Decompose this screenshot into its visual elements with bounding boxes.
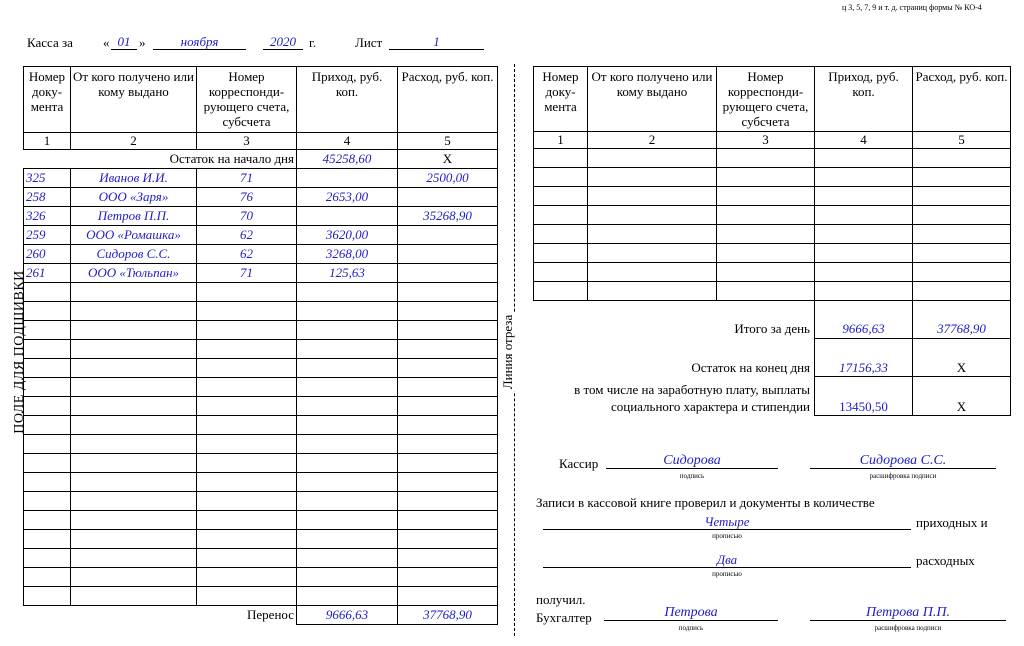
empty-row (534, 244, 1011, 263)
col-num: 3 (197, 133, 297, 150)
total-hline (814, 415, 1010, 416)
cashier-name: Сидорова С.С. (810, 454, 996, 469)
empty-cell (71, 435, 197, 454)
total-hline (814, 338, 1010, 339)
empty-row (24, 359, 498, 378)
empty-cell (398, 359, 498, 378)
incl-expense: X (956, 399, 967, 414)
empty-cell (815, 149, 913, 168)
empty-cell (398, 511, 498, 530)
form-reference: ц 3, 5, 7, 9 и т. д. страниц формы № КО-4 (842, 3, 982, 12)
doc-number-cell: 258 (24, 188, 71, 207)
sign-caption: подпись (678, 624, 704, 632)
empty-cell (717, 282, 815, 301)
empty-cell (398, 568, 498, 587)
empty-cell (815, 282, 913, 301)
table-row (24, 207, 498, 226)
col-doc-number: Номер доку-мента (24, 67, 71, 133)
accountant-name: Петрова П.П. (810, 606, 1006, 621)
col-num: 4 (297, 133, 398, 150)
empty-cell (534, 225, 588, 244)
empty-row (24, 568, 498, 587)
cut-line-label: Линия отреза (500, 314, 515, 390)
empty-cell (588, 244, 717, 263)
outgoing-count: Два (543, 553, 911, 568)
account-cell: 70 (197, 207, 297, 226)
outgoing-label: расходных (916, 553, 975, 568)
empty-row (24, 435, 498, 454)
empty-cell (815, 168, 913, 187)
empty-cell (588, 225, 717, 244)
empty-cell (913, 244, 1011, 263)
col-num: 5 (398, 133, 498, 150)
empty-cell (588, 149, 717, 168)
empty-cell (398, 587, 498, 606)
empty-cell (197, 530, 297, 549)
col-num: 2 (588, 132, 717, 149)
empty-cell (24, 530, 71, 549)
expense-cell (398, 264, 498, 283)
empty-cell (398, 321, 498, 340)
empty-cell (24, 473, 71, 492)
total-label: Итого за день (734, 321, 810, 336)
empty-cell (71, 302, 197, 321)
year-suffix: г. (309, 35, 317, 50)
table-row (24, 188, 498, 207)
col-num: 3 (717, 132, 815, 149)
empty-row (24, 492, 498, 511)
empty-row (24, 283, 498, 302)
empty-cell (71, 397, 197, 416)
empty-cell (24, 397, 71, 416)
empty-cell (398, 454, 498, 473)
empty-cell (297, 530, 398, 549)
from-to-cell: Сидоров С.С. (71, 245, 197, 264)
empty-cell (24, 549, 71, 568)
header-row (24, 67, 498, 133)
expense-cell: 35268,90 (398, 207, 498, 226)
total-expense: 37768,90 (937, 321, 986, 336)
words-caption: прописью (712, 532, 742, 540)
empty-cell (297, 492, 398, 511)
empty-cell (197, 340, 297, 359)
account-cell: 71 (197, 264, 297, 283)
empty-cell (24, 302, 71, 321)
empty-cell (24, 511, 71, 530)
empty-cell (24, 416, 71, 435)
closing-expense: X (956, 360, 967, 375)
empty-cell (24, 378, 71, 397)
empty-cell (297, 454, 398, 473)
empty-cell (398, 549, 498, 568)
total-income: 9666,63 (842, 321, 885, 336)
empty-row (24, 416, 498, 435)
empty-cell (24, 359, 71, 378)
empty-row (24, 473, 498, 492)
empty-cell (71, 587, 197, 606)
empty-cell (815, 206, 913, 225)
empty-row (534, 225, 1011, 244)
col-num: 4 (815, 132, 913, 149)
empty-cell (71, 492, 197, 511)
income-cell: 3268,00 (297, 245, 398, 264)
doc-number-cell: 326 (24, 207, 71, 226)
col-income: Приход, руб. коп. (297, 67, 398, 133)
income-cell: 3620,00 (297, 226, 398, 245)
empty-cell (534, 149, 588, 168)
empty-cell (913, 168, 1011, 187)
empty-cell (24, 283, 71, 302)
col-num: 1 (534, 132, 588, 149)
empty-cell (197, 473, 297, 492)
empty-cell (297, 340, 398, 359)
income-cell: 2653,00 (297, 188, 398, 207)
expense-cell (398, 188, 498, 207)
col-doc-number: Номер доку-мента (534, 67, 588, 132)
cashier-signature: Сидорова (606, 454, 778, 469)
doc-number-cell: 261 (24, 264, 71, 283)
empty-cell (71, 473, 197, 492)
empty-cell (588, 168, 717, 187)
empty-cell (534, 263, 588, 282)
empty-cell (815, 244, 913, 263)
empty-cell (534, 244, 588, 263)
from-to-cell: ООО «Заря» (71, 188, 197, 207)
sheet-label: Лист (355, 35, 383, 50)
empty-cell (913, 263, 1011, 282)
empty-cell (297, 359, 398, 378)
empty-cell (297, 321, 398, 340)
decode-caption: расшифровка подписи (869, 472, 937, 480)
col-account: Номер корреспонди-рующего счета, субсчета (717, 67, 815, 132)
table-row (24, 226, 498, 245)
doc-number-cell: 325 (24, 169, 71, 188)
incl-label-line-2: социального характера и стипендии (610, 399, 810, 414)
right-cash-table (533, 66, 1011, 301)
from-to-cell: Петров П.П. (71, 207, 197, 226)
incl-label-line-1: в том числе на заработную плату, выплаты (574, 382, 810, 397)
empty-cell (398, 530, 498, 549)
empty-cell (297, 397, 398, 416)
opening-income: 45258,60 (297, 150, 398, 169)
empty-cell (71, 378, 197, 397)
expense-cell (398, 245, 498, 264)
income-cell (297, 207, 398, 226)
empty-row (24, 587, 498, 606)
incl-income: 13450,50 (839, 399, 888, 414)
empty-row (24, 454, 498, 473)
empty-row (24, 378, 498, 397)
opening-balance-label: Остаток на начало дня (24, 150, 297, 169)
empty-cell (197, 321, 297, 340)
empty-cell (24, 454, 71, 473)
empty-row (534, 187, 1011, 206)
col-num: 2 (71, 133, 197, 150)
cashier-label: Кассир (559, 456, 599, 471)
empty-cell (534, 206, 588, 225)
empty-cell (913, 225, 1011, 244)
incoming-label: приходных и (916, 515, 988, 530)
empty-cell (197, 454, 297, 473)
empty-cell (71, 511, 197, 530)
total-hline (814, 376, 1010, 377)
empty-cell (398, 435, 498, 454)
empty-cell (24, 435, 71, 454)
empty-row (24, 340, 498, 359)
col-from-to: От кого получено или кому выдано (588, 67, 717, 132)
empty-cell (197, 378, 297, 397)
quote-open: « (103, 35, 110, 50)
empty-cell (815, 225, 913, 244)
empty-cell (197, 359, 297, 378)
empty-cell (588, 206, 717, 225)
empty-cell (24, 587, 71, 606)
empty-row (534, 282, 1011, 301)
empty-cell (717, 168, 815, 187)
from-to-cell: ООО «Ромашка» (71, 226, 197, 245)
empty-cell (197, 568, 297, 587)
empty-cell (197, 492, 297, 511)
expense-cell: 2500,00 (398, 169, 498, 188)
year-field: 2020 (263, 35, 303, 50)
empty-cell (197, 397, 297, 416)
empty-row (24, 549, 498, 568)
empty-row (534, 263, 1011, 282)
income-cell (297, 169, 398, 188)
col-from-to: От кого получено или кому выдано (71, 67, 197, 133)
account-cell: 76 (197, 188, 297, 207)
empty-cell (398, 378, 498, 397)
col-num: 1 (24, 133, 71, 150)
empty-cell (197, 511, 297, 530)
empty-cell (297, 302, 398, 321)
empty-cell (297, 511, 398, 530)
empty-cell (588, 263, 717, 282)
empty-cell (398, 340, 498, 359)
empty-row (24, 511, 498, 530)
sheet-number: 1 (389, 35, 484, 50)
empty-cell (197, 416, 297, 435)
empty-cell (913, 187, 1011, 206)
empty-cell (71, 568, 197, 587)
col-expense: Расход, руб. коп. (913, 67, 1011, 132)
doc-number-cell: 260 (24, 245, 71, 264)
empty-cell (398, 492, 498, 511)
account-cell: 62 (197, 226, 297, 245)
empty-row (24, 302, 498, 321)
header-row (534, 67, 1011, 132)
binding-field-label: ПОЛЕ ДЛЯ ПОДШИВКИ (12, 270, 27, 434)
empty-cell (297, 549, 398, 568)
words-caption: прописью (712, 570, 742, 578)
empty-cell (71, 454, 197, 473)
column-number-row (534, 132, 1011, 149)
empty-cell (534, 187, 588, 206)
empty-cell (815, 187, 913, 206)
empty-cell (534, 282, 588, 301)
empty-cell (24, 321, 71, 340)
decode-caption: расшифровка подписи (874, 624, 942, 632)
empty-row (534, 168, 1011, 187)
closing-label: Остаток на конец дня (691, 360, 810, 375)
empty-cell (534, 168, 588, 187)
empty-cell (717, 263, 815, 282)
check-text: Записи в кассовой книге проверил и документы в количестве (536, 495, 875, 510)
carry-expense: 37768,90 (398, 606, 498, 625)
empty-cell (398, 302, 498, 321)
empty-cell (913, 206, 1011, 225)
empty-cell (913, 282, 1011, 301)
income-cell: 125,63 (297, 264, 398, 283)
empty-cell (297, 435, 398, 454)
carry-income: 9666,63 (297, 606, 398, 625)
empty-cell (24, 340, 71, 359)
empty-cell (297, 587, 398, 606)
empty-cell (71, 416, 197, 435)
carry-row (24, 606, 498, 625)
accountant-label: Бухгалтер (536, 610, 592, 625)
opening-expense: X (398, 150, 498, 169)
empty-cell (913, 149, 1011, 168)
empty-cell (297, 416, 398, 435)
empty-cell (71, 321, 197, 340)
empty-cell (717, 206, 815, 225)
empty-cell (197, 435, 297, 454)
empty-row (534, 149, 1011, 168)
from-to-cell: Иванов И.И. (71, 169, 197, 188)
account-cell: 71 (197, 169, 297, 188)
empty-cell (398, 397, 498, 416)
account-cell: 62 (197, 245, 297, 264)
quote-close: » (139, 35, 146, 50)
column-number-row (24, 133, 498, 150)
empty-cell (815, 263, 913, 282)
empty-row (24, 321, 498, 340)
col-expense: Расход, руб. коп. (398, 67, 498, 133)
empty-cell (71, 549, 197, 568)
empty-cell (398, 416, 498, 435)
empty-row (24, 530, 498, 549)
empty-cell (297, 283, 398, 302)
table-row (24, 264, 498, 283)
col-account: Номер корреспонди-рующего счета, субсчета (197, 67, 297, 133)
empty-row (534, 206, 1011, 225)
empty-cell (717, 187, 815, 206)
empty-cell (398, 283, 498, 302)
incoming-count: Четыре (543, 515, 911, 530)
empty-cell (297, 568, 398, 587)
table-row (24, 169, 498, 188)
sign-caption: подпись (679, 472, 705, 480)
empty-row (24, 397, 498, 416)
left-cash-table (23, 66, 498, 625)
received-label: получил. (536, 592, 586, 607)
empty-cell (24, 568, 71, 587)
day-field: 01 (111, 35, 137, 50)
empty-cell (197, 587, 297, 606)
table-row (24, 245, 498, 264)
from-to-cell: ООО «Тюльпан» (71, 264, 197, 283)
doc-number-cell: 259 (24, 226, 71, 245)
col-income: Приход, руб. коп. (815, 67, 913, 132)
empty-cell (717, 244, 815, 263)
total-divider (1010, 300, 1011, 416)
empty-cell (717, 149, 815, 168)
empty-cell (717, 225, 815, 244)
empty-cell (71, 530, 197, 549)
empty-cell (588, 282, 717, 301)
empty-cell (197, 302, 297, 321)
empty-cell (71, 283, 197, 302)
carry-label: Перенос (24, 606, 297, 625)
empty-cell (398, 473, 498, 492)
month-field: ноября (153, 35, 246, 50)
kassa-label: Касса за (27, 35, 73, 50)
empty-cell (588, 187, 717, 206)
empty-cell (297, 473, 398, 492)
empty-cell (71, 359, 197, 378)
closing-income: 17156,33 (839, 360, 888, 375)
empty-cell (197, 549, 297, 568)
empty-cell (297, 378, 398, 397)
expense-cell (398, 226, 498, 245)
col-num: 5 (913, 132, 1011, 149)
empty-cell (71, 340, 197, 359)
opening-balance-row (24, 150, 498, 169)
accountant-signature: Петрова (604, 606, 778, 621)
empty-cell (24, 492, 71, 511)
empty-cell (197, 283, 297, 302)
